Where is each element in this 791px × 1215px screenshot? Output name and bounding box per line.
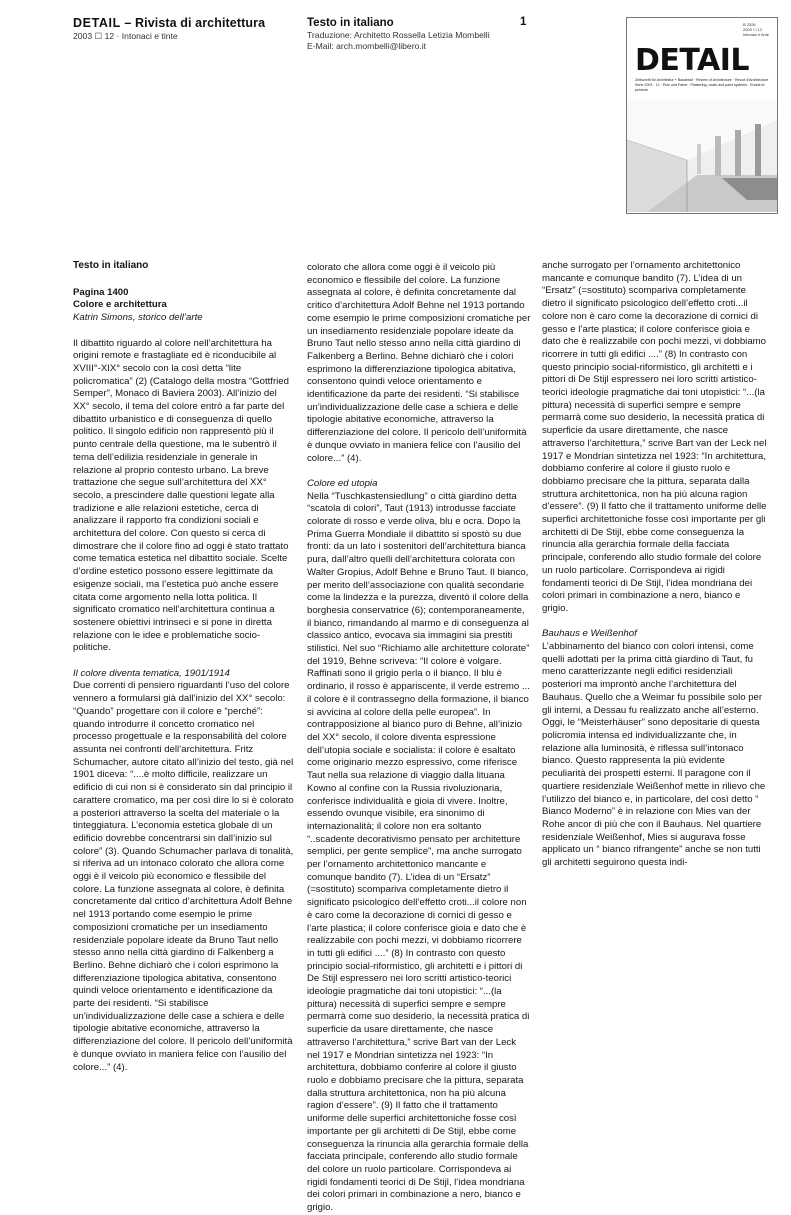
cover-logo: DETAIL <box>635 43 750 78</box>
section-heading: Testo in italiano <box>73 260 149 271</box>
paragraph-utopia-continued: anche surrogato per l’ornamento architettonico mancante e comunque bandito (7). L’idea di un “Ersatz” (=sostituto) scompariva completamente dietro il significato psicologico dell’effetto croti...il colore non è caro come la decorazione di cornici di gesso e l’arte plastica; il colore conferisce gioia e dato che è realizzabile con pochi mezzi, vi dobbiamo ricorrere in tutti gli edifici ....” (8) In contrasto con questo principio social-riformistico, gli architetti e i pittori di De Stijl espressero nei loro scritti artistico-teorici ideologie pragmatiche dai toni utopistici: “...(la pittura) necessità di superfici sempre e sempre permarrà come suo desiderio, la necessità pratica di superficie da usare direttamente, che nasce attraverso l’architettura,” scrive Bart van der Leck nel 1917 e Mondrian sintetizza nel 1923: “In architettura, dobbiamo conferire al colore il giusto ruolo e dobbiamo precisare che la pittura, separata dalla struttura architettonica, non ha più alcuna ragion d’essere”. (9) Il fatto che il trattamento uniforme delle superfici architettoniche fosse così importante per gli architetti di De Stijl, ebbe come conseguenza la rinuncia alla gerarchia formale della facciata principale, conferendo allo studio formale del colore un ruolo particolare. Corrispondeva ai rigidi fondamenti teorici di De Stijl, l’idea mondriana dei colori primari in combinazione a nero, bianco e grigio. <box>542 260 767 614</box>
text-column-2 <box>307 262 531 1214</box>
issue-info: 2003 ☐ 12 · Intonaci e tinte <box>73 31 178 41</box>
text-column-1 <box>73 260 295 1073</box>
translator-credit: Traduzione: Architetto Rossella Letizia Mombelli <box>307 30 490 40</box>
page-reference: Pagina 1400 <box>73 286 129 298</box>
translator-email: E-Mail: arch.mombelli@libero.it <box>307 41 427 51</box>
publication-title <box>73 16 298 31</box>
paragraph-two-continued: colorato che allora come oggi è il veicolo più economico e flessibile del colore. La funzione assegnata al colore, è definita concretamente dal critico d’architettura Adolf Behne nel 1913 portando come esempio le prime composizioni cromatiche per un insediamento residenziale popolare ideate da Bruno Taut nello stesso anno nella città giardino di Falkenberg a Berlino. Behne dichiarò che i colori esprimono la differenziazione tipologica abitativa, consentono quindi veloce orientamento e identificazione da parte dei residenti. “Si stabilisce un’individualizzazione delle case a schiera e delle tipologie abitative economiche, attraverso la differenziazione del colore. Il pericolo dell’uniformità è dunque ovviato in maniera felice con l’ausilio del colore...” (4). <box>307 262 531 464</box>
cover-issue-info: B 2326 2003 ☐ 12 Intonaci e tinte <box>742 22 769 37</box>
page-number: 1 <box>520 16 527 28</box>
text-column-3 <box>542 260 767 870</box>
magazine-cover-image <box>626 17 778 214</box>
brand-logo: DETAIL <box>73 16 121 30</box>
paragraph-utopia: Nella “Tuschkastensiedlung” o città giardino detta “scatola di colori”, Taut (1913) introdusse facciate colorate di rosso e verde oliva, blu e ocra. Dopo la Prima Guerra Mondiale il dibattito si spostò su due fronti: da un lato i sostenitori dell’architettura bianca pura, dall’altro quelli dell’architettura colorata con Walter Gropius, Adolf Behne e Bruno Taut. Il bianco, per merito dell’associazione con qualità secondarie come la lindezza e la purezza, diventò il colore della borghesia conservatrice (6); contemporaneamente, il bianco, rimandando al marmo e di conseguenza al classico antico, evocava sia immagini sia prestiti stilistici. Nel suo “Richiamo alle architetture colorate” del 1919, Behne scriveva: “Il colore è volgare. Raffinati sono il grigio perla o il bianco. Il blu è ordinario, il rosso è appariscente, il verde estremo ... il colore è il contrassegno della formazione, il bianco si avvicina al colore della pelle europea”. In contrapposizione al bianco puro di Behne, all’inizio del XX° secolo, il colore diventa espressione dell’utopia sociale e socialista: il colore è esaltato come originario mezzo espressivo, come riferisce Taut nella sua relazione di viaggio dalla lituana Kowno al confine con la Russia rivoluzionaria, conferisce individualità e gioia di vivere. Inoltre, essendo ovunque visibile, era sinonimo di internazionalità; il colore non era soltanto “..scadente decorativismo pensato per architetture semplici, per gente semplice”, ma anche surrogato per l’ornamento architettonico mancante e comunque bandito (7). L’idea di un “Ersatz” (=sostituto) scompariva completamente dietro il significato psicologico dell’effetto croti...il colore non è caro come la decorazione di cornici di gesso e l’arte plastica; il colore conferisce gioia e dato che è realizzabile con pochi mezzi, vi dobbiamo ricorrere in tutti gli edifici ....” (8) In contrasto con questo principio social-riformistico, gli architetti e i pittori di De Stijl espressero nei loro scritti artistico-teorici ideologie pragmatiche dai toni utopistici: “...(la pittura) necessità di superfici sempre e sempre permarrà come suo desiderio, la necessità pratica di superficie da usare direttamente, che nasce attraverso l’architettura,” scrive Bart van der Leck nel 1917 e Mondrian sintetizza nel 1923: “In architettura, dobbiamo conferire al colore il giusto ruolo e dobbiamo precisare che la pittura, separata dalla struttura architettonica, non ha più alcuna ragion d’essere”. (9) Il fatto che il trattamento uniforme delle superfici architettoniche fosse così importante per gli architetti di De Stijl, ebbe come conseguenza la rinuncia alla gerarchia formale della facciata principale, conferendo allo studio formale del colore un ruolo particolare. Corrispondeva ai rigidi fondamenti teorici di De Stijl, l’idea mondriana dei colori primari in combinazione a nero, bianco e grigio. <box>307 490 530 1214</box>
paragraph-intro: Il dibattito riguardo al colore nell’architettura ha origini remote e frastagliate ed è riconducibile al XVIII°-XIX° secolo con la così detta “lite policromatica” (2) (Catalogo della mostra “Gottfried Semper”, Monaco di Baviera 2003). All’inizio del XX° secolo, il tema del colore entrò a far parte del dibattito urbanistico e di conseguenza di quello politico. Il singolo edificio non rappresentò più il punto centrale della questione, ma le subentrò il tema dell’edilizia residenziale in generale in relazione al proprio contesto urbano. La breve trattazione che segue sull’architettura del XX° secolo, a prescindere dalle questioni legate alla tradizione e alle relazioni estetiche, cerca di analizzare il rapporto fra condizioni sociali e architettura del colore. Con questo si cerca di dimostrare che il colore fino ad oggi è stato trattato come tematica estetica nel dibattito sociale. Scelte d’ordine estetico possono essere legittimate da esigenze sociali, ma l’estetica può anche essere citata come argomento nella lotta politica. Il significato cromatico nell’architettura continua a sostenere obiettivi intrinseci e si pone in diretta relazione con le idee e problematiche socio-politiche. <box>73 337 289 654</box>
article-author: Katrin Simons, storico dell’arte <box>73 312 203 324</box>
header-center <box>307 16 537 52</box>
masthead <box>73 16 298 42</box>
subheading-colore-utopia: Colore ed utopia <box>307 477 378 489</box>
header-section-title: Testo in italiano <box>307 17 394 29</box>
paragraph-two-currents: Due correnti di pensiero riguardanti l’uso del colore vennero a formularsi già dall’inizio del XX° secolo: “Quando” progettare con il colore e “perché”: quando introdurre il concetto cromatico nel processo progettuale e la responsabilità del colore assunta nei confronti dell’architettura. Fritz Schumacher, autore citato all’inizio del testo, già nel 1901 diceva: “....è molto difficile, realizzare un edificio di cui non si è considerato sin dal principio il carattere cromatico, ma per così dire lo si è colorato a posteriori attraverso la scelta del materiale o la tinteggiatura. L’economia estetica globale di un edificio dovrebbe concentrarsi sin dall’inizio sul colore” (3). Quando Schumacher parlava di tonalità, si riferiva ad un intonaco colorato che allora come oggi è il veicolo più economico e flessibile del colore. La funzione assegnata al colore, è definita concretamente dal critico d’architettura Adolf Behne nel 1913 portando come esempio le prime composizioni cromatiche per un insediamento residenziale popolare ideate da Bruno Taut nello stesso anno nella città giardino di Falkenberg a Berlino. Behne dichiarò che i colori esprimono la differenziazione tipologica abitativa, consentono quindi veloce orientamento e identificazione da parte dei residenti. “Si stabilisce un’individualizzazione delle case a schiera e delle tipologie abitative economiche, attraverso la differenziazione del colore. Il pericolo dell’uniformità è dunque ovviato in maniera felice con l’ausilio del colore...” (4). <box>73 680 294 1073</box>
cover-tagline: Zeitschrift für Architektur + Baudetail · Review of Architecture · Revue d'Architecture Serie 2003 · 12 · Putz und Farbe · Plastering, coats and paint systems · Enduit et peinture <box>635 78 769 92</box>
paragraph-bauhaus: L’abbinamento del bianco con colori intensi, come quelli adottati per la prima città giardino di Taut, fu meno caratterizzante negli edifici residenziali posteriori ma improntò anche l’architettura del Bauhaus. Quello che a Weimar fu possibile solo per gli interni, a Dessau fu realizzato anche all’esterno. Oggi, le “Meisterhäuser” sono depositarie di questa policromia intensa ed individualizzante che, in relazione alla luminosità, è riflessa sull’intonaco bianco. Questo rappresenta la più evidente peculiarità dei prospetti esterni. Il paragone con il quartiere residenziale Weißenhof mette in rilievo che l’utilizzo del bianco e, in particolare, del così detto “ Bianco Moderno” è in relazione con Mies van der Rohe ancor di più che con il Bauhaus. Nel quartiere residenziale Weißenhof, Mies si augurava fosse applicato un “ bianco rifrangente” anche se non tutti gli architetti seguirono questa indi- <box>542 641 766 869</box>
subheading-bauhaus: Bauhaus e Weißenhof <box>542 628 637 640</box>
brand-subtitle: – Rivista di architettura <box>120 16 266 30</box>
article-title: Colore e architettura <box>73 299 167 311</box>
cover-architecture-illustration <box>627 100 777 212</box>
subheading-colore-tematica: Il colore diventa tematica, 1901/1914 <box>73 667 230 679</box>
